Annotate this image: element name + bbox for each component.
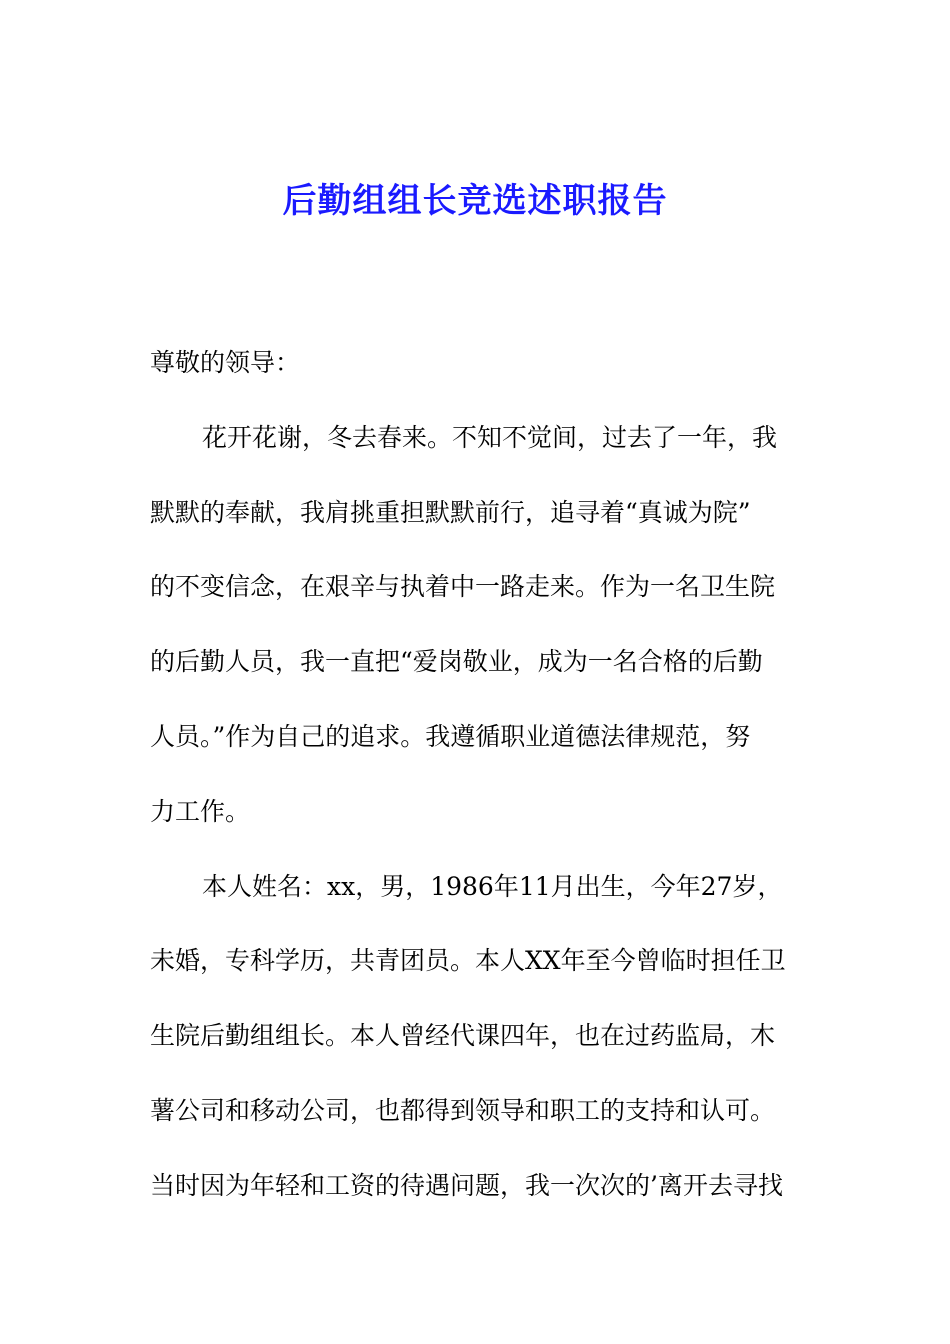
document-body (150, 326, 800, 1224)
paragraph-2-line-2: 未婚，专科学历，共青团员。本人XX年至今曾临时担任卫 (150, 946, 786, 976)
paragraph-2-line-3: 生院后勤组组长。本人曾经代课四年，也在过药监局，木 (150, 1021, 776, 1051)
paragraph-2-line-1: 本人姓名：xx，男，1986年11月出生，今年27岁， (202, 871, 783, 901)
paragraph-1-line-6: 力工作。 (150, 796, 251, 826)
salutation: 尊敬的领导： (150, 348, 301, 377)
paragraph-1-line-5: 人员。”作为自己的追求。我遵循职业道德法律规范，努 (150, 721, 751, 751)
paragraph-2-line-5: 当时因为年轻和工资的待遇问题，我一次次的’离开去寻找 (150, 1170, 783, 1200)
paragraph-1-line-2: 默默的奉献，我肩挑重担默默前行，追寻着“真诚为院” (150, 497, 751, 527)
paragraph-1-line-4: 的后勤人员，我一直把“爱岗敬业，成为一名合格的后勤 (150, 647, 763, 677)
paragraph-1-line-1: 花开花谢，冬去春来。不知不觉间，过去了一年，我 (202, 422, 778, 452)
document-title: 后勤组组长竞选述职报告 (282, 181, 668, 221)
paragraph-1-line-3: 的不变信念，在艰辛与执着中一路走来。作为一名卫生院 (150, 572, 776, 602)
paragraph-2-line-4: 薯公司和移动公司，也都得到领导和职工的支持和认可。 (150, 1095, 776, 1125)
